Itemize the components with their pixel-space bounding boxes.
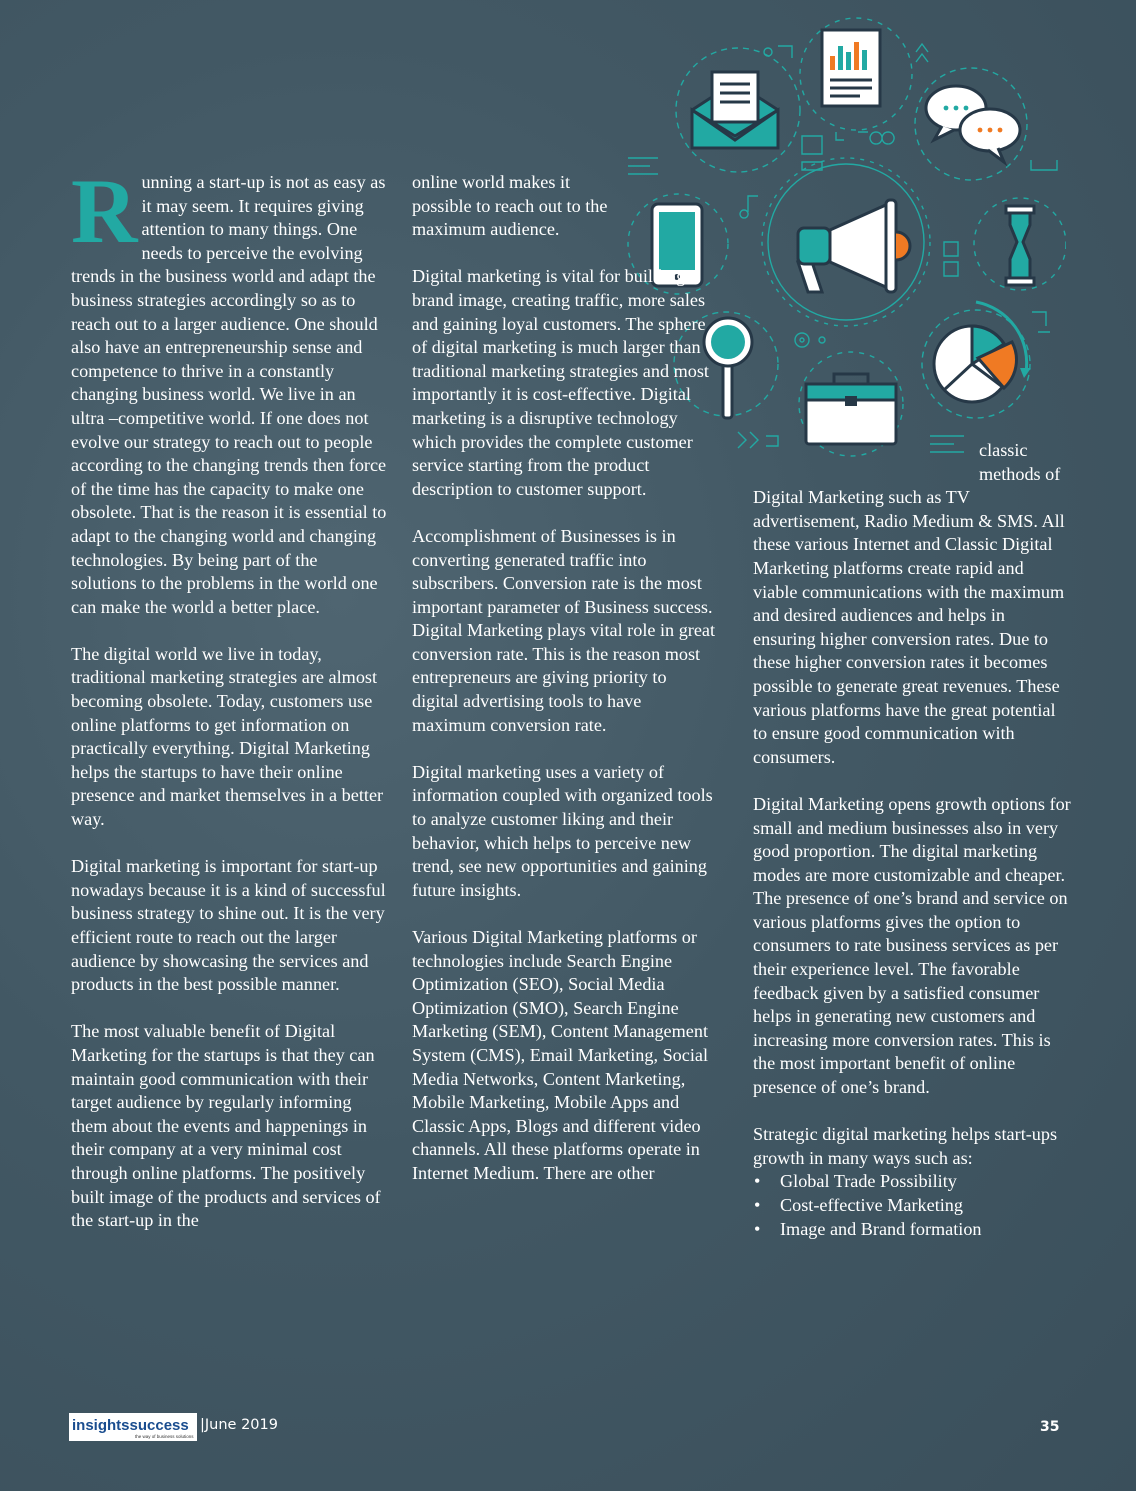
paragraph: classic methods of Digital Marketing such as TV advertisement, Radio Medium & SMS. All these various Internet and Classic Digital Marketing platforms create rapid and viable communications with the maximum and desired audiences and helps in ensuring higher conversion rates. Due to these higher conversion rates it becomes possible to generate great revenues. These various platforms have the great potential to ensure good communication with consumers. — [753, 440, 1065, 767]
paragraph: Digital Marketing opens growth options for small and medium businesses also in very good proportion. The digital marketing modes are more customizable and cheaper. The presence of one’s brand and service on various platforms gives the option to consumers to rate business services as per their experience level. The favorable feedback given by a satisfied consumer helps in generating new customers and increasing more conversion rates. This is the most important benefit of online presence of one’s brand. — [753, 793, 1071, 1098]
report-icon — [822, 30, 880, 106]
svg-text:insightssuccess: insightssuccess — [72, 1417, 189, 1434]
drop-cap: R — [71, 160, 138, 262]
illustration-wrap-space — [753, 439, 979, 485]
email-icon — [692, 72, 778, 148]
paragraph-text: unning a start-up is not as easy as it may seem. It requires giving attention to many things. One needs to perceive the evolving trends in the business world and adapt the business strategies accordingly so as to reach out to a larger audience. One should also have an entrepreneurship sense and competence to thrive in a constantly changing business world. We live in an ultra –competitive world. If one does not evolve our strategy to reach out to people according to the changing trends then force of the time has the capacity to make one obsolete. That is the reason it is essential to adapt to the changing world and changing technologies. By being part of the solutions to the problems in the world one can make the world a better place. — [71, 172, 387, 617]
paragraph: Various Digital Marketing platforms or technologies include Search Engine Optimization (SEO), Social Media Optimization (SMO), Search Engine Marketing (SEM), Content Management System (CMS), Email Marketing, Social Media Networks, Content Marketing, Mobile Marketing, Mobile Apps and Classic Apps, Blogs and different video channels. All these platforms operate in Internet Medium. There are other — [412, 927, 709, 1183]
list-item: • Global Trade Possibility — [753, 1170, 1071, 1194]
briefcase-icon — [806, 374, 896, 444]
paragraph: Digital marketing uses a variety of information coupled with organized tools to analyze customer liking and their behavior, which helps to perceive new trend, see new opportunities and gaining future insights. — [412, 761, 713, 900]
paragraph: online world makes it possible to reach out to the maximum audience. — [412, 172, 608, 240]
paragraph: The digital world we live in today, traditional marketing strategies are almost becoming obsolete. Today, customers use online platforms to get information on practically everything. Digital Marketing helps the startups to have their online presence and market themselves in a better way. — [71, 643, 384, 830]
article-column-1 — [71, 160, 387, 1256]
hourglass-icon — [1006, 206, 1034, 285]
benefits-list — [753, 1170, 1071, 1241]
paragraph: Digital marketing is vital for building brand image, creating traffic, more sales and gaining loyal customers. The sphere of digital marketing is much larger than traditional marketing strategies and most importantly it is cost-effective. Digital marketing is a disruptive technology which provides the complete customer service starting from the product description to customer support. — [412, 266, 709, 499]
paragraph: Digital marketing is important for start-up nowadays because it is a kind of successful business strategy to shine out. It is the very efficient route to reach out the larger audience by showcasing the services and products in the best possible manner. — [71, 856, 386, 995]
list-item: • Cost-effective Marketing — [753, 1194, 1071, 1218]
paragraph: Accomplishment of Businesses is in converting generated traffic into subscribers. Conversion rate is the most important parameter of Business success. Digital Marketing plays vital role in great conversion rate. This is the reason most entrepreneurs are giving priority to digital advertising tools to have maximum conversion rate. — [412, 525, 716, 735]
paragraph — [71, 160, 387, 619]
chat-bubbles-icon — [926, 86, 1020, 162]
pie-chart-icon — [934, 326, 1016, 402]
list-item: • Image and Brand formation — [753, 1218, 1071, 1242]
paragraph: The most valuable benefit of Digital Marketing for the startups is that they can maintain good communication with their target audience by regularly informing them about the events and happenings in their company at a very minimal cost through online platforms. The positively built image of the products and services of the start-up in the — [71, 1021, 381, 1231]
insights-success-logo — [69, 1413, 197, 1441]
issue-date: |June 2019 — [200, 1417, 278, 1433]
article-column-3 — [753, 439, 1071, 1241]
megaphone-icon — [798, 200, 910, 292]
svg-text:the way of business solutions: the way of business solutions — [135, 1434, 194, 1439]
page-number: 35 — [1040, 1419, 1060, 1435]
paragraph: Strategic digital marketing helps start-ups growth in many ways such as: — [753, 1124, 1058, 1168]
article-column-2 — [412, 171, 717, 1209]
